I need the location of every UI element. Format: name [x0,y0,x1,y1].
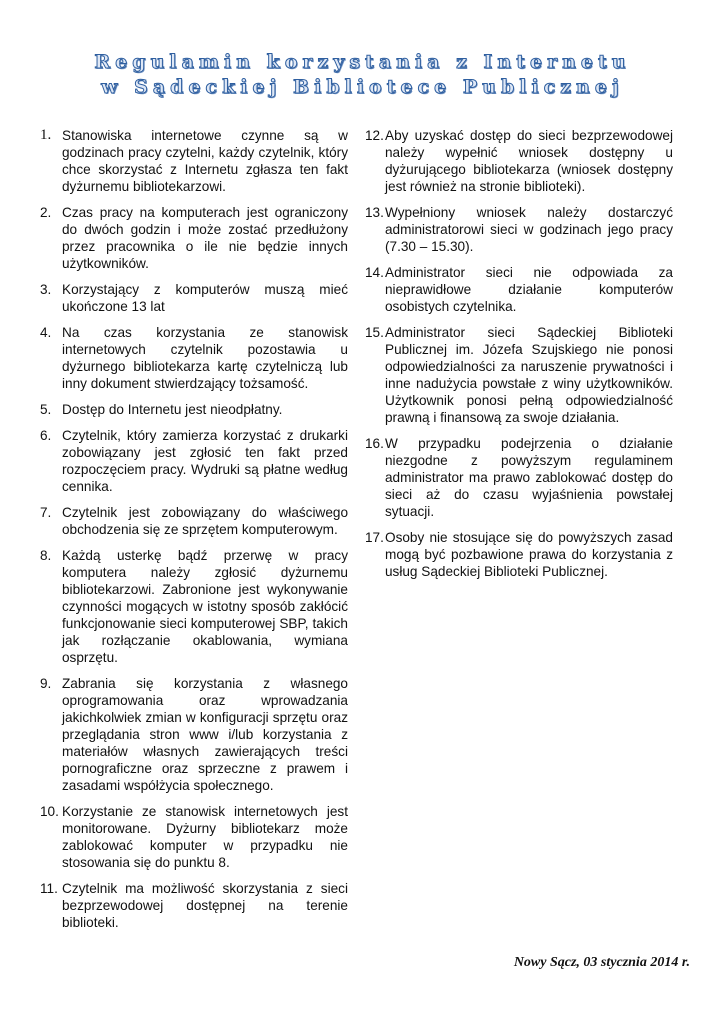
rule-item [40,880,348,931]
title-line-1: Regulamin korzystania z Internetu [94,51,631,73]
rule-item [40,127,348,195]
rule-item [40,281,348,315]
place-date: Nowy Sącz, 03 stycznia 2014 r. [513,955,690,970]
rule-item [365,324,673,426]
rule-text: Aby uzyskać dostęp do sieci bezprzewodowej należy wypełnić wniosek dostępny u dyżurującego bibliotekarza (wniosek dostępny jest również na stronie biblioteki). [385,128,673,194]
rule-item [365,127,673,195]
rule-text: Czytelnik ma możliwość skorzystania z sieci bezprzewodowej dostępnej na terenie biblioteki. [62,881,348,930]
rule-text: Osoby nie stosujące się do powyższych zasad mogą być pozbawione prawa do korzystania z usług Sądeckiej Biblioteki Publicznej. [385,530,673,579]
rule-item [365,264,673,315]
rule-number: 10. [40,804,59,819]
rule-number: 11. [40,881,58,896]
rule-number: 8. [40,548,52,563]
rule-number: 5. [40,402,52,417]
rule-item [40,675,348,794]
rule-number: 15. [365,325,384,340]
rule-item [40,204,348,272]
page-title [0,50,725,100]
rule-text: Czytelnik jest zobowiązany do właściwego obchodzenia się ze sprzętem komputerowym. [62,505,348,537]
rule-item [40,504,348,538]
rule-text: Każdą usterkę bądź przerwę w pracy komputera należy zgłosić dyżurnemu bibliotekarzowi. Zabronione jest wykonywanie czynności mogących w istotny sposób zakłócić funkcjonowanie sieci komputerowej SBP, takich jak rozłączanie okablowania, wymiana osprzętu. [62,548,348,665]
rule-item [40,427,348,495]
rule-number: 13. [365,205,384,220]
rule-text: Korzystanie ze stanowisk internetowych jest monitorowane. Dyżurny bibliotekarz może zablokować komputer w przypadku nie stosowania się do punktu 8. [62,804,348,870]
rules-column-right [365,127,673,589]
rule-text: Czas pracy na komputerach jest ograniczony do dwóch godzin i może zostać przedłużony przez pracownika o ile nie będzie innych użytkowników. [62,205,348,271]
rule-text: Dostęp do Internetu jest nieodpłatny. [62,402,283,417]
rule-item [40,803,348,871]
rule-number: 3. [40,282,52,297]
rule-text: Administrator sieci nie odpowiada za nieprawidłowe działanie komputerów osobistych czytelnika. [385,265,673,314]
rule-text: W przypadku podejrzenia o działanie niezgodne z powyższym regulaminem administrator ma prawo zablokować dostęp do sieci aż do czasu wyjaśnienia powstałej sytuacji. [385,436,673,519]
rule-item [365,204,673,255]
rule-number: 4. [40,325,52,340]
rule-text: Wypełniony wniosek należy dostarczyć administratorowi sieci w godzinach jego pracy (7.30 – 15.30). [385,205,673,254]
rule-item [40,547,348,666]
rule-number: 9. [40,676,52,691]
rule-text: Stanowiska internetowe czynne są w godzinach pracy czytelni, każdy czytelnik, który chce skorzystać z Internetu zgłasza ten fakt dyżurnemu bibliotekarzowi. [62,128,348,194]
rule-text: Administrator sieci Sądeckiej Biblioteki Publicznej im. Józefa Szujskiego nie ponosi odpowiedzialności za naruszenie prywatności i inne nadużycia powstałe z winy użytkowników. Użytkownik ponosi pełną odpowiedzialność prawną i finansową za swoje działania. [385,325,673,425]
rules-column-left [40,127,348,940]
rule-text: Zabrania się korzystania z własnego oprogramowania oraz wprowadzania jakichkolwiek zmian w konfiguracji sprzętu oraz przeglądania stron www i/lub korzystania z materiałów własnych zawierających treści pornograficzne oraz sprzeczne z prawem i zasadami współżycia społecznego. [62,676,348,793]
rule-text: Czytelnik, który zamierza korzystać z drukarki zobowiązany jest zgłosić ten fakt przed rozpoczęciem pracy. Wydruki są płatne według cennika. [62,428,348,494]
rule-number: 6. [40,428,52,443]
rule-item [365,435,673,520]
rule-text: Korzystający z komputerów muszą mieć ukończone 13 lat [62,282,348,314]
rule-item [365,529,673,580]
rule-number: 7. [40,505,52,520]
rule-number: 14. [365,265,384,280]
title-line-2: w Sądeckiej Bibliotece Publicznej [101,76,624,98]
rule-item [40,324,348,392]
rule-item [40,401,348,418]
rule-number: 12. [365,128,384,143]
rule-number: 1. [40,127,52,143]
rule-number: 2. [40,205,52,220]
rule-text: Na czas korzystania ze stanowisk internetowych czytelnik pozostawia u dyżurnego bibliotekarza kartę czytelniczą lub inny dokument stwierdzający tożsamość. [62,325,348,391]
rule-number: 17. [365,530,384,545]
rule-number: 16. [365,436,384,451]
